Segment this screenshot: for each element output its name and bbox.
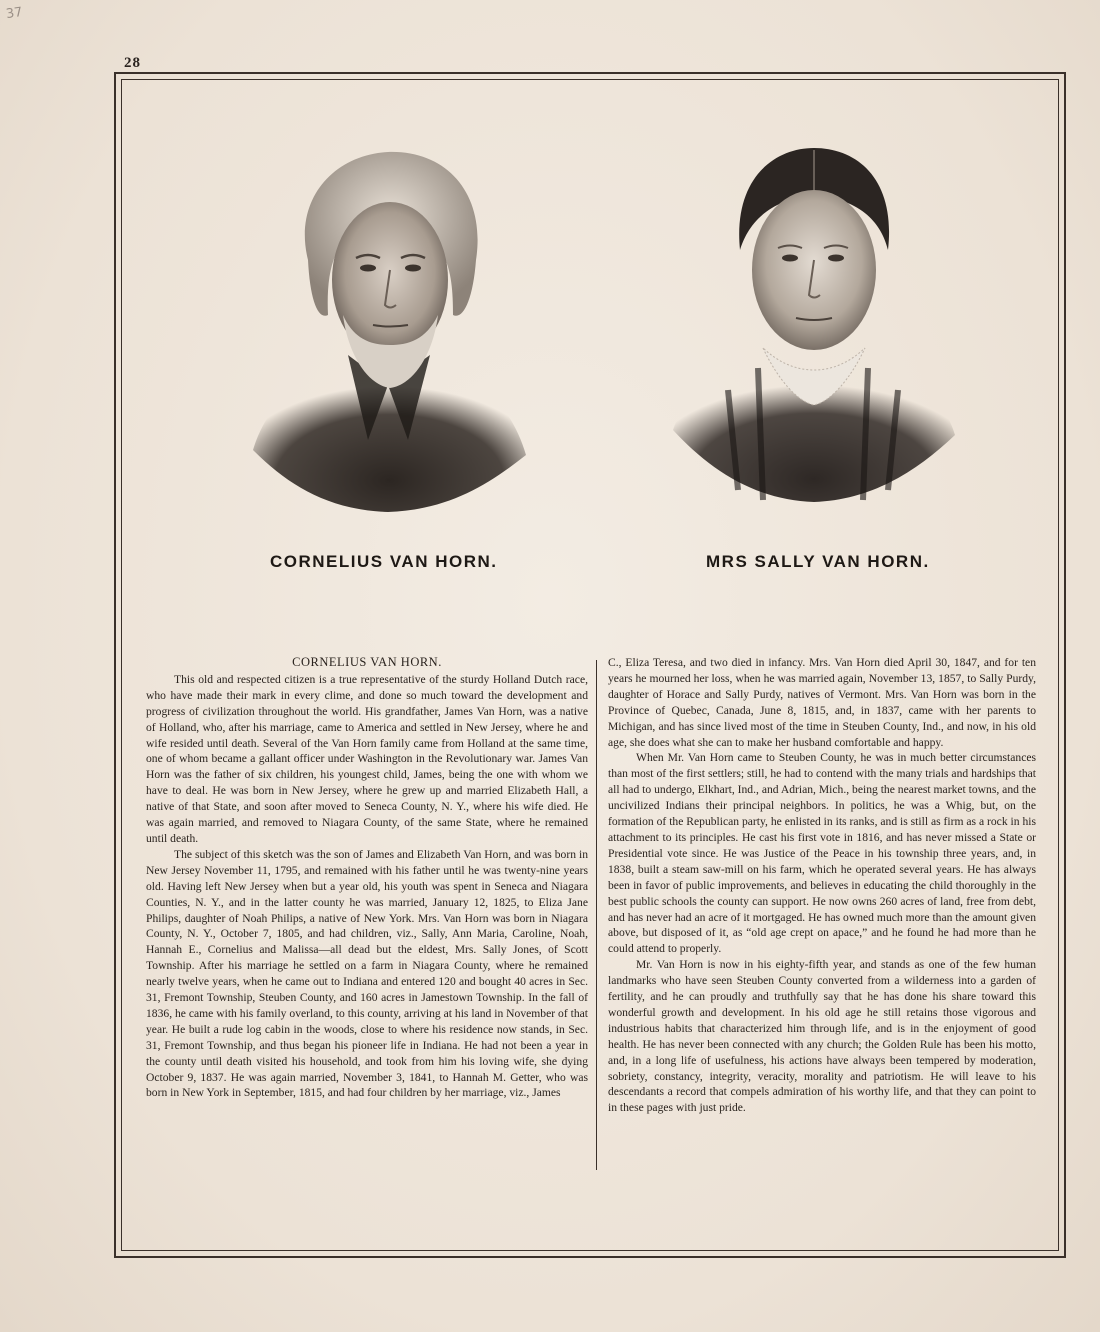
article-column-left <box>146 655 588 1101</box>
column-divider <box>596 660 597 1170</box>
article-paragraph: Mr. Van Horn is now in his eighty-fifth year, and stands as one of the few human landmarks who have seen Steuben County converted from a wilderness into a garden of fertility, and he can proudly and truthfully say that he has done his share toward this wonderful growth and development. In his old age he still retains those vigorous and industrious habits that characterized him through life, and is in the enjoyment of good health. He has never been connected with any church; the Golden Rule has been his motto, and, in a long life of usefulness, his actions have always been tempered by moderation, sobriety, constancy, integrity, veracity, morality and patriotism. He will leave to his descendants a record that compels admiration of his worthy life, and that they can point to in these pages with just pride. <box>608 958 1036 1115</box>
article-paragraph: C., Eliza Teresa, and two died in infancy. Mrs. Van Horn died April 30, 1847, and for ten years he mourned her loss, when he was married again, November 13, 1857, to Sally Purdy, daughter of Horace and Sally Purdy, natives of Vermont. Mrs. Van Horn was born in the Province of Quebec, Canada, June 8, 1815, and, in 1837, came with her parents to Michigan, and has since lived most of the time in Steuben County, Ind., and now, in his old age, she does what she can to make her husband comfortable and happy. <box>608 656 1036 749</box>
article-paragraph: This old and respected citizen is a true representative of the sturdy Holland Dutch race, who have made their mark in every clime, and done so much toward the development and progress of civilization throughout the world. His grandfather, James Van Horn, was a native of Holland, who, after his marriage, came to America and settled in New Jersey, where he and wife resided until death. Several of the Van Horn family came from Holland at the same time, one of whom became a gallant officer under Washington in the Revolutionary war. James Van Horn was the father of six children, his youngest child, James, being the one with whom we have to deal. He was born in New Jersey, where he grew up and married Elizabeth Hall, a native of that State, and soon after moved to Seneca County, N. Y., where his wife died. He was again married, and removed to Niagara County, of the same State, where he remained until death. <box>146 672 588 845</box>
portrait-caption-right: MRS SALLY VAN HORN. <box>706 552 930 571</box>
article-paragraph: The subject of this sketch was the son of James and Elizabeth Van Horn, and was born in New Jersey November 11, 1795, and remained with his father until he was twenty-nine years old. Having left New Jersey when but a year old, his youth was spent in Seneca and Niagara Counties, N. Y., and in the latter county he was married, January 12, 1825, to Eliza Jane Philips, daughter of Noah Philips, a native of New York. Mrs. Van Horn was born in Niagara County, N. Y., October 7, 1805, and had children, viz., Sally, Ann Maria, Caroline, Noah, Hannah E., Cornelius and Malissa—all dead but the eldest, Mrs. Sally Jones, of Scott Township. After his marriage he settled on a farm in Niagara County, where he remained nearly twelve years, when he came out to Indiana and entered 120 and bought 40 acres in Sec. 31, Fremont Township, Steuben County, and 160 acres in Jamestown Township. In the fall of 1836, he came with his family overland, to this county, arriving at his land in November of that year. He built a rude log cabin in the woods, close to where his residence now stands, in Sec. 31, Fremont Township, and thus began his pioneer life in Indiana. He had not been a year in the county until death visited his household, and took from him his loving wife, she dying October 9, 1837. He was again married, November 3, 1841, to Hannah M. Getter, who was born in New York in September, 1815, and had four children by her marriage, viz., James <box>146 847 588 1100</box>
page-number: 28 <box>124 55 141 71</box>
portrait-cornelius-van-horn <box>248 140 530 520</box>
portrait-caption-left: CORNELIUS VAN HORN. <box>270 552 498 571</box>
portrait-sally-van-horn <box>668 140 960 510</box>
article-column-right <box>608 655 1036 1116</box>
pencil-annotation: 37 <box>5 4 24 23</box>
article-heading: CORNELIUS VAN HORN. <box>292 655 442 669</box>
article-paragraph: When Mr. Van Horn came to Steuben County, he was in much better circumstances than most of the first settlers; still, he had to contend with the many trials and hardships that all had to undergo, Elkhart, Ind., and Adrian, Mich., being the nearest market towns, and the uncivilized Indians their principal neighbors. In politics, he was a Whig, but, on the formation of the Republican party, he enlisted in its ranks, and is still as firm as a rock in his attachment to its principles. He cast his first vote in 1816, and has never missed a State or Presidential vote since. He was Justice of the Peace in his township three years, and, in 1838, built a steam saw-mill on his farm, which he operated several years. He has always been in favor of public improvements, and believes in educating the child thoroughly in the best public schools the county can support. He now owns 260 acres of land, free from debt, and has never had an acre of it mortgaged. He has owned much more than the amount given above, but disposed of it, as “old age crept on apace,” and he found he had more than he could attend to properly. <box>608 751 1036 956</box>
